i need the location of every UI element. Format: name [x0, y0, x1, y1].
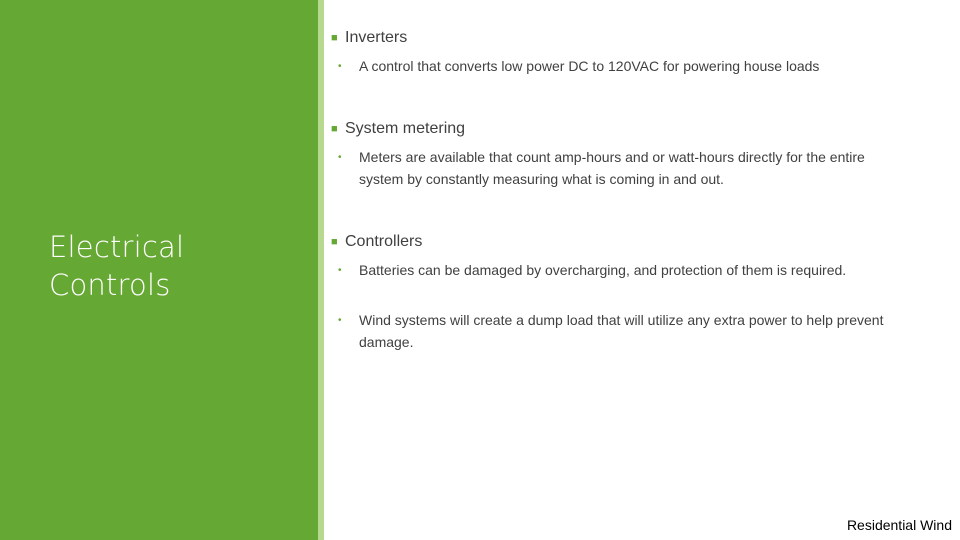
text-metering: Meters are available that count amp-hours and or watt-hours directly for the entire system by constantly measuring what is coming in and out.: [359, 149, 865, 187]
sub-bullet-inverters: [338, 56, 939, 78]
bullet-system-metering: [331, 119, 465, 139]
heading-inverters: Inverters: [345, 29, 408, 46]
dot-bullet-icon: •: [338, 265, 342, 276]
slide-title-line-2: Controls: [49, 268, 171, 302]
square-bullet-icon: ■: [331, 123, 338, 135]
heading-controllers: Controllers: [345, 233, 423, 250]
footer-label: Residential Wind: [846, 517, 952, 533]
slide-title-line-1: Electrical: [49, 230, 185, 264]
text-batteries: Batteries can be damaged by overcharging, and protection of them is required.: [359, 262, 847, 278]
bullet-controllers: [331, 232, 422, 252]
sub-bullet-wind-systems: [338, 310, 904, 353]
dot-bullet-icon: •: [338, 61, 342, 72]
square-bullet-icon: ■: [331, 32, 338, 44]
text-wind-systems: Wind systems will create a dump load that will utilize any extra power to help prevent damage.: [359, 312, 884, 350]
heading-system-metering: System metering: [345, 120, 466, 137]
sub-bullet-metering: [338, 147, 904, 190]
bullet-inverters: [331, 28, 407, 48]
dot-bullet-icon: •: [338, 315, 342, 326]
dot-bullet-icon: •: [338, 152, 342, 163]
text-inverters: A control that converts low power DC to 120VAC for powering house loads: [359, 58, 820, 74]
sub-bullet-batteries: [338, 260, 899, 282]
square-bullet-icon: ■: [331, 236, 338, 248]
